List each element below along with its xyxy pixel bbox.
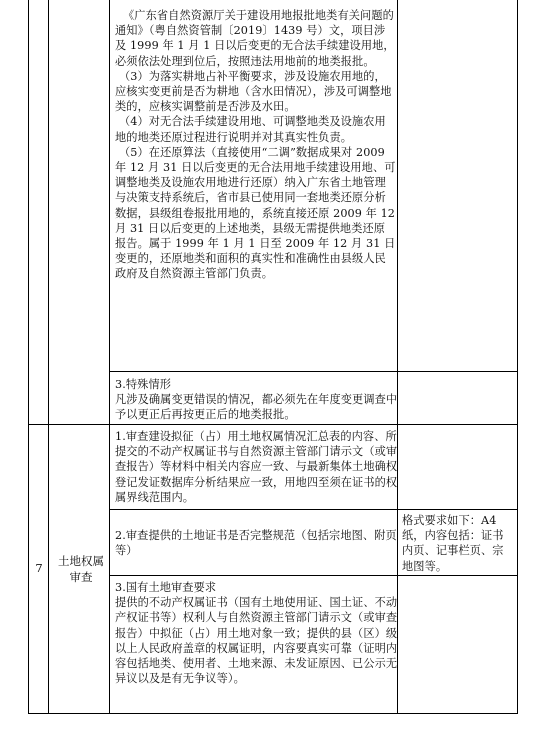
land-class-requirements [115, 8, 396, 282]
special-circumstances [115, 377, 398, 423]
row-divider [109, 509, 517, 510]
row-divider [28, 424, 517, 425]
item-number: 7 [35, 561, 43, 575]
item-name: 土地权属审查 [58, 554, 104, 584]
requirement-2: 2.审查提供的土地证书是否完整规范（包括宗地图、附页等） [115, 529, 397, 558]
table-border-right [517, 0, 518, 714]
table-border-bottom [28, 713, 517, 714]
requirement-3-text: 提供的不动产权属证书（国有土地使用证、国土证、不动产权证书等）权利人与自然资源主管部门请示文（或审查报告）中拟征（占）用土地对象一致；提供的县（区）级以上人民政府盖章的权属证明，内容要真实可靠（证明内容包括地类、使用者、土地来源、未发证原因、已公示无异议以及是有无争议等）。 [115, 596, 398, 686]
requirement-3-title: 3.国有土地审查要求 [115, 581, 217, 594]
paragraph-notice: 《广东省自然资源厅关于建设用地报批地类有关问题的通知》（粤自然资管制〔2019〕1439 号）文，项目涉及 1999 年 1 月 1 日以后变更的无合法手续建设用地，必须依法处理到位后，按照违法用地前的地类报批。 [115, 9, 395, 68]
requirement-3 [115, 580, 398, 686]
col-divider-2 [109, 0, 110, 714]
table-border-left [28, 0, 29, 714]
paragraph-3: （3）为落实耕地占补平衡要求，涉及设施农用地的，应核实变更前是否为耕地（含水田情况），涉及可调整地类的，应核实调整前是否涉及水田。 [115, 69, 392, 114]
paragraph-5: （5）在还原算法（直接使用“二调”数据成果对 2009 年 12 月 31 日以后变更的无合法用地手续建设用地、可调整地类及设施农用地进行还原）纳入广东省土地管理与决策支持系统后，省市县已使用同一套地类还原分析数据，县级组卷报批用地的，系统直接还原 2009 年 12 月 31 日以后变更的上述地类，县级无需提供地类还原报告。属于 1999 年 1 月 1 日至 2009 年 12 月 31 日变更的，还原地类和面积的真实性和准确性由县级人民政府及自然资源主管部门负责。 [115, 145, 396, 281]
paragraph-4: （4）对无合法手续建设用地、可调整地类及设施农用地的地类还原过程进行说明并对其真实性负责。 [115, 115, 386, 144]
requirement-1: 1.审查建设拟征（占）用土地权属情况汇总表的内容、所提交的不动产权属证书与自然资源主管部门请示文（或审查报告）等材料中相关内容应一致、与最新集体土地确权登记发证数据库分析结果应一致，用地四至须在证书的权属界线范围内。 [115, 430, 398, 504]
special-title: 3.特殊情形 [115, 378, 172, 391]
row-divider [109, 371, 517, 372]
special-text: 凡涉及确属变更错误的情况，都必须先在年度变更调查中予以更正后再按更正后的地类报批。 [115, 393, 398, 422]
row-divider [109, 575, 517, 576]
requirement-2-format-note: 格式要求如下：A4 纸，内容包括：证书内页、记事栏页、宗地图等。 [402, 514, 504, 573]
col-divider-1 [48, 0, 49, 714]
